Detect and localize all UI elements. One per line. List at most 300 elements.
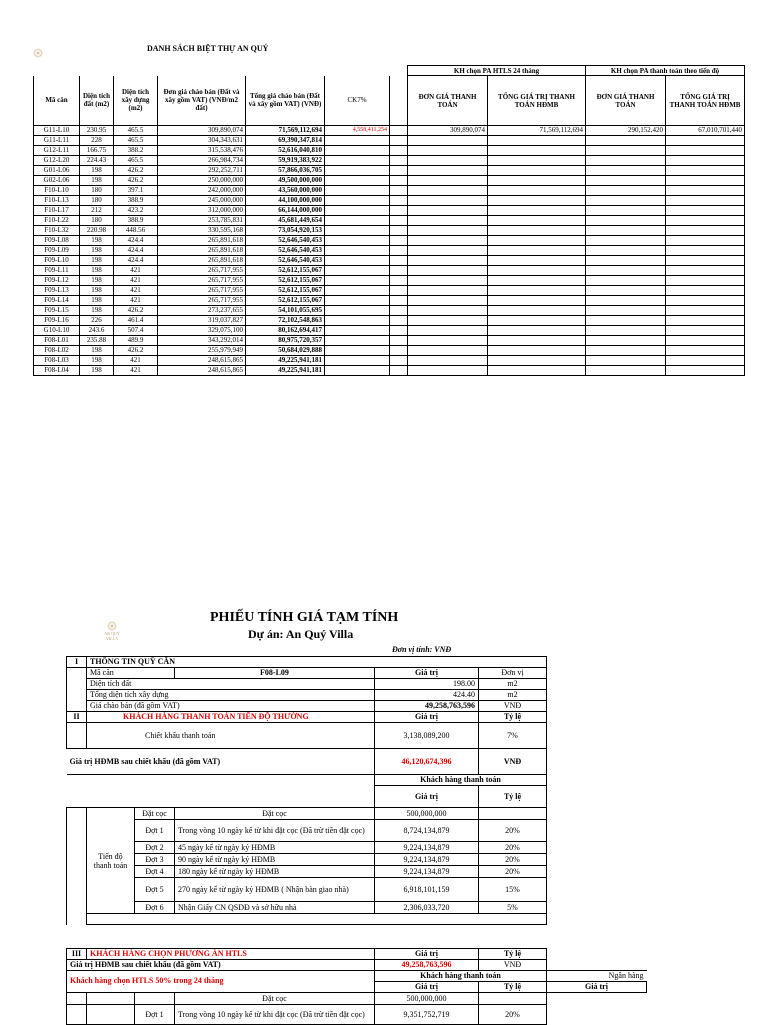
cell-ck xyxy=(325,146,390,156)
cell-code: F08-L04 xyxy=(34,366,80,376)
cell-code: F10-L17 xyxy=(34,206,80,216)
cell-unit: 242,000,000 xyxy=(158,186,246,196)
cell-g2t xyxy=(666,286,745,296)
cell-ck xyxy=(325,316,390,326)
cell-build: 421 xyxy=(114,296,158,306)
section-3-num: III xyxy=(67,949,87,960)
cell-g1t xyxy=(488,296,586,306)
discount-label: Chiết khấu thanh toán xyxy=(87,723,375,749)
cell-land: 198 xyxy=(80,356,114,366)
htls-row xyxy=(67,993,647,1005)
schedule-rate: 5% xyxy=(479,902,547,914)
quote-title: PHIẾU TÍNH GIÁ TẠM TÍNH xyxy=(210,610,399,625)
cell-g2u xyxy=(586,136,666,146)
cell-build: 388.2 xyxy=(114,146,158,156)
cell-g2u xyxy=(586,286,666,296)
discount-rate: 7% xyxy=(479,723,547,749)
schedule-rate xyxy=(479,808,547,820)
htls-blank xyxy=(87,993,135,1005)
header-group-progress: KH chọn PA thanh toán theo tiến độ xyxy=(586,66,745,76)
cell-g2t xyxy=(666,346,745,356)
villa-row xyxy=(34,266,745,276)
cell-g1t xyxy=(488,206,586,216)
cell-total: 52,646,540,453 xyxy=(246,256,325,266)
cell-total: 52,612,155,067 xyxy=(246,266,325,276)
cell-total: 71,569,112,694 xyxy=(246,126,325,136)
cell-code: F10-L13 xyxy=(34,196,80,206)
cell-g2u xyxy=(586,226,666,236)
quote-unit-note: Đơn vị tính: VNĐ xyxy=(392,645,452,654)
land-label: Diện tích đất xyxy=(87,679,375,690)
cell-unit: 265,891,618 xyxy=(158,256,246,266)
villa-row xyxy=(34,236,745,246)
header-total-price: Tổng giá chào bán (Đất và xây gồm VAT) (VNĐ) xyxy=(246,76,325,126)
htls-phase: Đợt 1 xyxy=(135,1005,175,1025)
cell-code: G01-L06 xyxy=(34,166,80,176)
cell-code: G11-L11 xyxy=(34,136,80,146)
build-label: Tổng diện tích xây dựng xyxy=(87,690,375,701)
cell-land: 220.98 xyxy=(80,226,114,236)
cell-code: G12-L20 xyxy=(34,156,80,166)
cell-g2t xyxy=(666,206,745,216)
cell-g1u xyxy=(408,366,488,376)
htls-value: 500,000,000 xyxy=(375,993,479,1005)
schedule-row xyxy=(67,854,547,866)
cell-total: 43,560,000,000 xyxy=(246,186,325,196)
section-2-num: II xyxy=(67,712,87,723)
cell-unit: 273,237,655 xyxy=(158,306,246,316)
cell-g1t xyxy=(488,226,586,236)
cell-unit: 329,075,100 xyxy=(158,326,246,336)
cell-g2t xyxy=(666,316,745,326)
cell-spacer xyxy=(390,296,408,306)
cell-g2t xyxy=(666,146,745,156)
section-3-rate-head: Tỷ lệ xyxy=(479,949,547,960)
cell-unit: 266,984,734 xyxy=(158,156,246,166)
cell-g2t xyxy=(666,356,745,366)
cell-g1t xyxy=(488,316,586,326)
cell-g2u xyxy=(586,256,666,266)
villa-row xyxy=(34,256,745,266)
cell-land: 198 xyxy=(80,286,114,296)
cell-land: 224.43 xyxy=(80,156,114,166)
villa-row xyxy=(34,166,745,176)
cell-build: 424.4 xyxy=(114,256,158,266)
htls-blank xyxy=(67,993,87,1005)
bank-value-head: Giá trị xyxy=(547,982,647,993)
cell-spacer xyxy=(390,316,408,326)
schedule-phase: Đặt cọc xyxy=(135,808,175,820)
cell-g1t xyxy=(488,276,586,286)
villa-row xyxy=(34,206,745,216)
land-unit: m2 xyxy=(479,679,547,690)
villa-row xyxy=(34,316,745,326)
villa-row xyxy=(34,156,745,166)
htls-label: Khách hàng chọn HTLS 50% trong 24 tháng xyxy=(67,971,375,993)
cell-g1u xyxy=(408,136,488,146)
cell-g2u xyxy=(586,216,666,226)
cell-code: G12-L11 xyxy=(34,146,80,156)
cell-g2t xyxy=(666,266,745,276)
cell-land: 212 xyxy=(80,206,114,216)
cell-total: 50,684,029,888 xyxy=(246,346,325,356)
after-discount-unit: VNĐ xyxy=(479,749,547,775)
villa-row xyxy=(34,246,745,256)
schedule-row xyxy=(67,902,547,914)
villa-row xyxy=(34,146,745,156)
cell-g2u xyxy=(586,166,666,176)
unit-head: Đơn vị xyxy=(479,668,547,679)
cell-g2u xyxy=(586,316,666,326)
cell-g2t xyxy=(666,366,745,376)
cell-g1t xyxy=(488,336,586,346)
cell-g1t xyxy=(488,186,586,196)
cell-g1u xyxy=(408,196,488,206)
htls-rate: 20% xyxy=(479,1005,547,1025)
htls-desc: Đặt cọc xyxy=(175,993,375,1005)
schedule-desc: 270 ngày kể từ ngày ký HĐMB ( Nhận bàn giao nhà) xyxy=(175,878,375,902)
cell-ck: 4,558,411,254 xyxy=(325,126,390,136)
cell-ck xyxy=(325,296,390,306)
cell-total: 52,646,540,453 xyxy=(246,236,325,246)
cell-g2u xyxy=(586,336,666,346)
cell-g1t xyxy=(488,346,586,356)
cell-spacer xyxy=(390,226,408,236)
cell-spacer xyxy=(390,186,408,196)
cell-g1u xyxy=(408,176,488,186)
cell-spacer xyxy=(390,176,408,186)
cell-code: G10-L10 xyxy=(34,326,80,336)
after-discount-label: Giá trị HĐMB sau chiết khấu (đã gồm VAT) xyxy=(67,749,375,775)
cell-g2t xyxy=(666,176,745,186)
cell-code: F09-L12 xyxy=(34,276,80,286)
build-unit: m2 xyxy=(479,690,547,701)
schedule-blank xyxy=(67,808,87,925)
cell-land: 180 xyxy=(80,196,114,206)
cell-total: 49,225,941,181 xyxy=(246,366,325,376)
villa-row xyxy=(34,126,745,136)
cell-ck xyxy=(325,356,390,366)
cell-build: 421 xyxy=(114,276,158,286)
schedule-desc: Trong vòng 10 ngày kể từ khi đặt cọc (Đã trừ tiền đặt cọc) xyxy=(175,820,375,842)
schedule-value: 6,918,101,159 xyxy=(375,878,479,902)
cell-g2u xyxy=(586,296,666,306)
code-value: F08-L09 xyxy=(175,668,375,679)
land-value: 198.00 xyxy=(375,679,479,690)
cell-unit: 253,785,831 xyxy=(158,216,246,226)
cell-ck xyxy=(325,336,390,346)
cell-total: 49,225,941,181 xyxy=(246,356,325,366)
cell-ck xyxy=(325,326,390,336)
schedule-desc: 45 ngày kể từ ngày ký HĐMB xyxy=(175,842,375,854)
payment-schedule xyxy=(67,808,547,925)
cell-build: 421 xyxy=(114,286,158,296)
cell-g2u xyxy=(586,206,666,216)
schedule-phase: Đợt 6 xyxy=(135,902,175,914)
cell-total: 66,144,000,000 xyxy=(246,206,325,216)
cell-ck xyxy=(325,246,390,256)
cell-g1t xyxy=(488,136,586,146)
cell-g1t xyxy=(488,156,586,166)
cell-unit: 265,717,955 xyxy=(158,266,246,276)
cell-ck xyxy=(325,186,390,196)
after-discount-value: 46,120,674,396 xyxy=(375,749,479,775)
cell-spacer xyxy=(390,246,408,256)
cell-g1u xyxy=(408,146,488,156)
cell-spacer xyxy=(390,126,408,136)
cell-spacer xyxy=(390,256,408,266)
customer-pays-head: Khách hàng thanh toán xyxy=(375,775,547,786)
schedule-value: 9,224,134,879 xyxy=(375,842,479,854)
logo-mark-icon xyxy=(107,621,117,631)
cell-code: F09-L16 xyxy=(34,316,80,326)
cell-unit: 312,000,000 xyxy=(158,206,246,216)
cell-g2t xyxy=(666,276,745,286)
cell-build: 388.9 xyxy=(114,216,158,226)
schedule-row xyxy=(67,808,547,820)
cell-g1t xyxy=(488,246,586,256)
cell-spacer xyxy=(390,156,408,166)
villa-row xyxy=(34,286,745,296)
cell-build: 489.9 xyxy=(114,336,158,346)
section-2-rate-head: Tỷ lệ xyxy=(479,712,547,723)
cell-build: 423.2 xyxy=(114,206,158,216)
cell-build: 421 xyxy=(114,356,158,366)
villa-row xyxy=(34,356,745,366)
cell-land: 198 xyxy=(80,176,114,186)
cell-g2t xyxy=(666,226,745,236)
cell-spacer xyxy=(390,166,408,176)
cell-total: 52,612,155,067 xyxy=(246,276,325,286)
cell-g2t xyxy=(666,326,745,336)
s3-after-unit: VNĐ xyxy=(479,960,547,971)
htls-schedule xyxy=(67,993,647,1025)
cell-build: 421 xyxy=(114,266,158,276)
header-ck: CK7% xyxy=(325,76,390,126)
villa-row xyxy=(34,306,745,316)
cell-unit: 250,000,000 xyxy=(158,176,246,186)
s3-after-value: 49,258,763,596 xyxy=(375,960,479,971)
cell-code: G11-L10 xyxy=(34,126,80,136)
cell-code: F09-L09 xyxy=(34,246,80,256)
cell-g1t xyxy=(488,196,586,206)
cell-ck xyxy=(325,216,390,226)
cell-unit: 343,292,014 xyxy=(158,336,246,346)
schedule-desc: Nhận Giấy CN QSDĐ và sở hữu nhà xyxy=(175,902,375,914)
schedule-rate-head: Tỷ lệ xyxy=(479,786,547,808)
cell-ck xyxy=(325,156,390,166)
schedule-phase: Đợt 4 xyxy=(135,866,175,878)
schedule-rate: 20% xyxy=(479,842,547,854)
htls-blank xyxy=(87,1005,135,1025)
cell-code: F10-L32 xyxy=(34,226,80,236)
cell-g2u xyxy=(586,306,666,316)
cell-g2u xyxy=(586,266,666,276)
cell-land: 180 xyxy=(80,186,114,196)
cell-total: 44,100,000,000 xyxy=(246,196,325,206)
cell-land: 198 xyxy=(80,246,114,256)
cell-code: F09-L08 xyxy=(34,236,80,246)
cell-land: 198 xyxy=(80,166,114,176)
cell-g1u xyxy=(408,326,488,336)
cell-g2t xyxy=(666,166,745,176)
bank-head: Ngân hàng xyxy=(547,971,647,982)
cell-unit: 292,252,711 xyxy=(158,166,246,176)
cell-g2t xyxy=(666,186,745,196)
cell-g2u xyxy=(586,156,666,166)
villa-row xyxy=(34,226,745,236)
schedule-row xyxy=(67,866,547,878)
cell-unit: 315,538,476 xyxy=(158,146,246,156)
cell-g2t xyxy=(666,246,745,256)
section-3-value-head: Giá trị xyxy=(375,949,479,960)
cell-g1u xyxy=(408,286,488,296)
cell-code: F09-L10 xyxy=(34,256,80,266)
cell-g1u xyxy=(408,156,488,166)
section-2-value-head: Giá trị xyxy=(375,712,479,723)
value-head: Giá trị xyxy=(375,668,479,679)
header-g1-total: TỔNG GIÁ TRỊ THANH TOÁN HĐMB xyxy=(488,76,586,126)
cell-unit: 330,595,168 xyxy=(158,226,246,236)
cell-g2t xyxy=(666,236,745,246)
cell-build: 465.5 xyxy=(114,126,158,136)
cell-land: 180 xyxy=(80,216,114,226)
cell-unit: 245,000,000 xyxy=(158,196,246,206)
cell-build: 424.4 xyxy=(114,236,158,246)
cell-spacer xyxy=(390,276,408,286)
villa-row xyxy=(34,196,745,206)
build-value: 424.40 xyxy=(375,690,479,701)
header-g2-total: TỔNG GIÁ TRỊ THANH TOÁN HĐMB xyxy=(666,76,745,126)
cell-total: 72,102,548,863 xyxy=(246,316,325,326)
cell-g1u xyxy=(408,166,488,176)
htls-rate xyxy=(479,993,547,1005)
cell-g1u xyxy=(408,256,488,266)
villa-row xyxy=(34,276,745,286)
cell-g1u xyxy=(408,276,488,286)
cell-total: 57,866,036,705 xyxy=(246,166,325,176)
htls-value-head: Giá trị xyxy=(375,982,479,993)
header-build-area: Diện tích xây dựng (m2) xyxy=(114,76,158,126)
villa-row xyxy=(34,366,745,376)
cell-g2u xyxy=(586,346,666,356)
htls-bank-cell xyxy=(547,993,647,1005)
schedule-desc: 180 ngày kể từ ngày ký HĐMB xyxy=(175,866,375,878)
schedule-value: 9,224,134,879 xyxy=(375,854,479,866)
cell-spacer xyxy=(390,346,408,356)
cell-build: 426.2 xyxy=(114,346,158,356)
cell-g1t xyxy=(488,176,586,186)
cell-build: 421 xyxy=(114,366,158,376)
schedule-row xyxy=(67,820,547,842)
cell-g1u xyxy=(408,266,488,276)
cell-g1t xyxy=(488,266,586,276)
cell-ck xyxy=(325,136,390,146)
cell-land: 198 xyxy=(80,306,114,316)
villa-price-table xyxy=(33,65,745,376)
cell-land: 230.95 xyxy=(80,126,114,136)
cell-build: 388.9 xyxy=(114,196,158,206)
cell-code: F09-L14 xyxy=(34,296,80,306)
cell-ck xyxy=(325,206,390,216)
htls-value: 9,351,752,719 xyxy=(375,1005,479,1025)
cell-spacer xyxy=(390,236,408,246)
code-label: Mã căn xyxy=(87,668,175,679)
cell-build: 465.5 xyxy=(114,136,158,146)
cell-total: 52,612,155,067 xyxy=(246,296,325,306)
cell-g2u xyxy=(586,176,666,186)
cell-unit: 309,890,074 xyxy=(158,126,246,136)
cell-land: 198 xyxy=(80,256,114,266)
quote-logo xyxy=(100,621,124,641)
cell-g2u xyxy=(586,146,666,156)
cell-g2u xyxy=(586,196,666,206)
schedule-value-head: Giá trị xyxy=(375,786,479,808)
cell-ck xyxy=(325,276,390,286)
sheet-title: DANH SÁCH BIỆT THỰ AN QUÝ xyxy=(147,44,269,53)
cell-land: 198 xyxy=(80,266,114,276)
cell-land: 226 xyxy=(80,316,114,326)
htls-bank-cell xyxy=(547,1005,647,1025)
cell-g2t xyxy=(666,216,745,226)
villa-row xyxy=(34,346,745,356)
cell-ck xyxy=(325,176,390,186)
logo-mark-icon xyxy=(33,48,43,58)
htls-blank xyxy=(67,1005,87,1025)
header-unit-price: Đơn giá chào bán (Đất và xây gồm VAT) (VNĐ/m2 đất) xyxy=(158,76,246,126)
cell-build: 448.56 xyxy=(114,226,158,236)
cell-code: F09-L15 xyxy=(34,306,80,316)
cell-ck xyxy=(325,266,390,276)
cell-ck xyxy=(325,286,390,296)
cell-g1t xyxy=(488,326,586,336)
htls-desc: Trong vòng 10 ngày kể từ khi đặt cọc (Đã trừ tiền đặt cọc) xyxy=(175,1005,375,1025)
htls-row xyxy=(67,1005,647,1025)
cell-spacer xyxy=(390,146,408,156)
cell-spacer xyxy=(390,366,408,376)
cell-g1u xyxy=(408,216,488,226)
cell-total: 59,919,383,922 xyxy=(246,156,325,166)
cell-g1t xyxy=(488,286,586,296)
cell-build: 461.4 xyxy=(114,316,158,326)
cell-code: G02-L06 xyxy=(34,176,80,186)
cell-g1t xyxy=(488,146,586,156)
cell-total: 52,646,540,453 xyxy=(246,246,325,256)
cell-g1t xyxy=(488,366,586,376)
cell-g2u: 290,152,420 xyxy=(586,126,666,136)
cell-spacer xyxy=(390,136,408,146)
cell-g2t xyxy=(666,196,745,206)
header-g2-unit: ĐƠN GIÁ THANH TOÁN xyxy=(586,76,666,126)
cell-spacer xyxy=(390,216,408,226)
schedule-value: 2,306,033,720 xyxy=(375,902,479,914)
cell-g1u xyxy=(408,236,488,246)
cell-unit: 304,343,631 xyxy=(158,136,246,146)
cell-g1t xyxy=(488,236,586,246)
cell-code: F10-L22 xyxy=(34,216,80,226)
quote-table xyxy=(66,656,547,925)
htls-table xyxy=(66,948,647,1025)
schedule-phase: Đợt 2 xyxy=(135,842,175,854)
schedule-desc: 90 ngày kể từ ngày ký HĐMB xyxy=(175,854,375,866)
cell-g1u xyxy=(408,356,488,366)
htls-phase xyxy=(135,993,175,1005)
cell-ck xyxy=(325,306,390,316)
cell-ck xyxy=(325,226,390,236)
schedule-rate: 20% xyxy=(479,866,547,878)
cell-total: 52,612,155,067 xyxy=(246,286,325,296)
cell-g1u xyxy=(408,206,488,216)
